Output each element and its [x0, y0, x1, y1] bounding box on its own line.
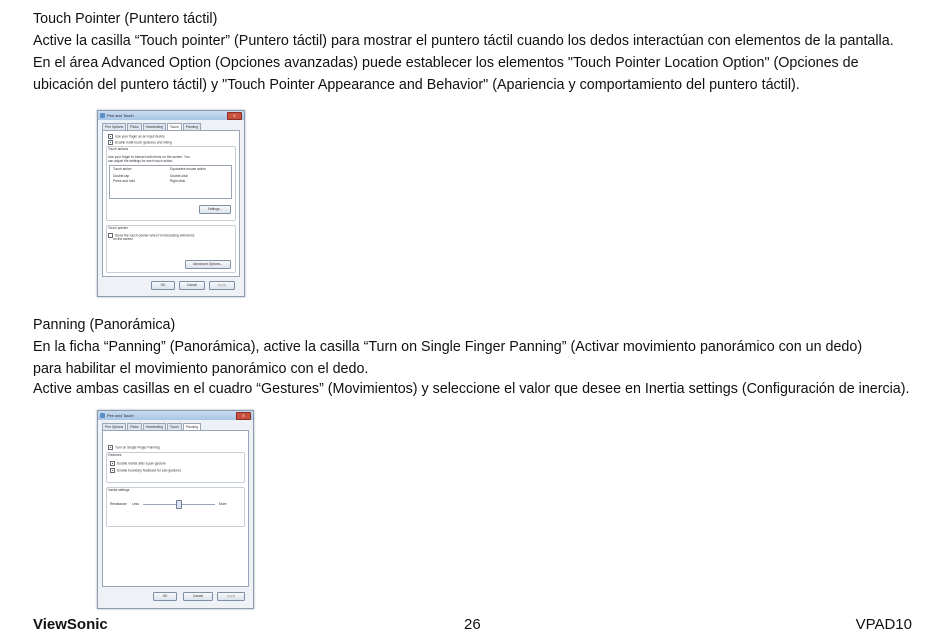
resistance-label: Resistance:: [110, 502, 128, 506]
table-cell: Press and hold: [113, 179, 135, 183]
touch-actions-label: Touch actions: [108, 147, 129, 151]
paragraph-line: En el área Advanced Option (Opciones avanzadas) puede establecer los elementos "Touch Pointer Location Option" (Opciones de: [33, 55, 859, 71]
tab-touch[interactable]: Touch: [167, 123, 182, 130]
tab-panning[interactable]: Panning: [183, 123, 201, 130]
tab-panel: [102, 430, 249, 587]
table-cell: Double-tap: [113, 174, 130, 178]
tab-flicks[interactable]: Flicks: [127, 423, 141, 430]
checkbox-label-continuation: on the screen: [113, 237, 133, 241]
ok-button[interactable]: OK: [151, 281, 175, 290]
model-name: VPAD10: [855, 616, 912, 633]
apply-button[interactable]: Apply: [209, 281, 235, 290]
dialog-title: Pen and Touch: [107, 413, 134, 418]
touch-actions-description: Use your finger to interact with items on the screen. You: [108, 155, 190, 159]
paragraph-line: En la ficha “Panning” (Panorámica), active la casilla “Turn on Single Finger Panning” (Activar movimiento panorámico con un dedo): [33, 339, 863, 355]
section-heading-panning: Panning (Panorámica): [33, 317, 176, 333]
resistance-slider-thumb[interactable]: [176, 500, 182, 509]
tab-touch[interactable]: Touch: [167, 423, 182, 430]
settings-button[interactable]: Settings...: [199, 205, 231, 214]
tab-pen-options[interactable]: Pen Options: [102, 423, 126, 430]
tab-pen-options[interactable]: Pen Options: [102, 123, 126, 130]
tab-panel: [102, 130, 240, 277]
dialog-titlebar: [98, 111, 244, 120]
tab-panning[interactable]: Panning: [183, 423, 201, 430]
dialog-title: Pen and Touch: [107, 113, 134, 118]
paragraph-line: Active ambas casillas en el cuadro “Gestures” (Movimientos) y seleccione el valor que desee en Inertia settings (Configuración de inercia).: [33, 381, 910, 397]
single-finger-panning-checkbox[interactable]: Turn on Single Finger Panning: [108, 445, 160, 450]
apply-button[interactable]: Apply: [217, 592, 245, 601]
cancel-button[interactable]: Cancel: [183, 592, 213, 601]
boundary-feedback-checkbox[interactable]: Enable boundary feedback for pan gestures: [110, 468, 181, 473]
table-cell: Double-click: [170, 174, 188, 178]
close-button[interactable]: X: [236, 412, 251, 420]
tab-strip: [102, 123, 240, 130]
advanced-options-button[interactable]: Advanced Options...: [185, 260, 231, 269]
slider-max-label: More: [219, 502, 227, 506]
close-button[interactable]: X: [227, 112, 242, 120]
cancel-button[interactable]: Cancel: [179, 281, 205, 290]
brand-name: ViewSonic: [33, 616, 108, 633]
touch-pointer-label: Touch pointer: [108, 226, 128, 230]
show-touch-pointer-checkbox[interactable]: Show the touch pointer when I'm interacting with items: [108, 233, 194, 238]
slider-min-label: Less: [132, 502, 139, 506]
gestures-label: Gestures: [108, 453, 122, 457]
inertia-checkbox[interactable]: Enable inertia after a pan gesture: [110, 461, 166, 466]
multitouch-checkbox[interactable]: Enable multi-touch gestures and inking: [108, 140, 172, 145]
tab-flicks[interactable]: Flicks: [127, 123, 141, 130]
window-icon: [100, 113, 105, 118]
column-header-mouse-action: Equivalent mouse action: [170, 167, 206, 171]
window-icon: [100, 413, 105, 418]
paragraph-line: ubicación del puntero táctil) y "Touch Pointer Appearance and Behavior" (Apariencia y comportamiento del puntero táctil).: [33, 77, 800, 93]
tab-handwriting[interactable]: Handwriting: [143, 423, 166, 430]
dialog-titlebar: [98, 411, 253, 420]
section-heading-touch-pointer: Touch Pointer (Puntero táctil): [33, 11, 218, 27]
paragraph-line: para habilitar el movimiento panorámico con el dedo.: [33, 361, 369, 377]
page-number: 26: [464, 616, 481, 633]
use-finger-checkbox[interactable]: Use your finger as an input device: [108, 134, 165, 139]
pen-touch-dialog-touch-screenshot: [97, 110, 245, 297]
inertia-settings-label: Inertia settings: [108, 488, 130, 492]
table-cell: Right-click: [170, 179, 186, 183]
tab-handwriting[interactable]: Handwriting: [143, 123, 166, 130]
paragraph-line: Active la casilla “Touch pointer” (Puntero táctil) para mostrar el puntero táctil cuando los dedos interactúan con elementos de la pantalla.: [33, 33, 894, 49]
touch-actions-description: can adjust the settings for each touch action.: [108, 159, 174, 163]
touch-actions-list[interactable]: [109, 165, 232, 199]
ok-button[interactable]: OK: [153, 592, 177, 601]
pen-touch-dialog-panning-screenshot: [97, 410, 254, 609]
column-header-touch-action: Touch action: [113, 167, 132, 171]
tab-strip: [102, 423, 249, 430]
